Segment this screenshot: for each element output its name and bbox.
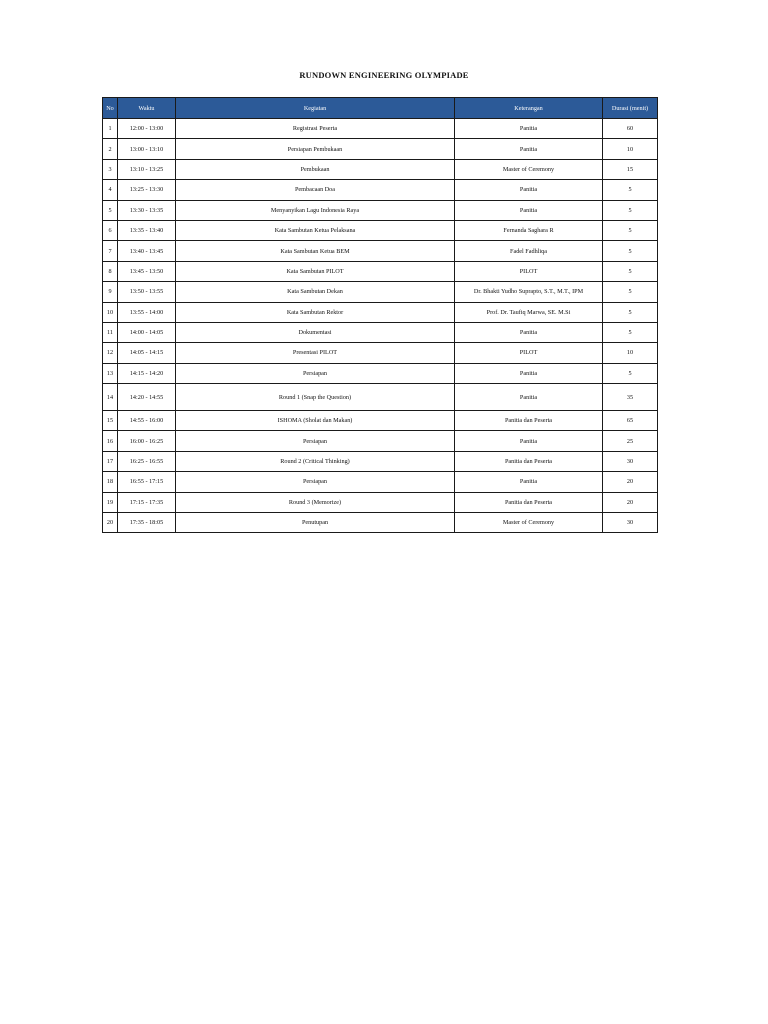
cell-durasi: 5 (603, 302, 658, 322)
cell-keterangan: Panitia (455, 384, 603, 411)
cell-kegiatan: Penutupan (176, 513, 455, 533)
cell-durasi: 5 (603, 322, 658, 342)
cell-kegiatan: Kata Sambutan Ketua BEM (176, 241, 455, 261)
cell-durasi: 5 (603, 180, 658, 200)
cell-kegiatan: Kata Sambutan Rektor (176, 302, 455, 322)
table-row (103, 363, 658, 383)
cell-waktu: 17:15 - 17:35 (118, 492, 176, 512)
cell-keterangan: PILOT (455, 343, 603, 363)
cell-durasi: 30 (603, 513, 658, 533)
header-keterangan: Keterangan (455, 98, 603, 119)
table-row (103, 200, 658, 220)
cell-waktu: 14:55 - 16:00 (118, 411, 176, 431)
cell-durasi: 35 (603, 384, 658, 411)
cell-keterangan: Panitia (455, 139, 603, 159)
cell-waktu: 14:05 - 14:15 (118, 343, 176, 363)
cell-waktu: 13:40 - 13:45 (118, 241, 176, 261)
table-row (103, 384, 658, 411)
cell-durasi: 5 (603, 241, 658, 261)
cell-keterangan: Panitia (455, 200, 603, 220)
cell-kegiatan: Pembukaan (176, 159, 455, 179)
table-header-row (103, 98, 658, 119)
cell-no: 14 (103, 384, 118, 411)
cell-kegiatan: Registrasi Peserta (176, 119, 455, 139)
header-kegiatan: Kegiatan (176, 98, 455, 119)
cell-keterangan: Panitia dan Peserta (455, 451, 603, 471)
cell-keterangan: Master of Ceremony (455, 159, 603, 179)
table-row (103, 220, 658, 240)
table-row (103, 492, 658, 512)
cell-waktu: 13:00 - 13:10 (118, 139, 176, 159)
table-row (103, 139, 658, 159)
table-row (103, 411, 658, 431)
cell-kegiatan: Kata Sambutan Ketua Pelaksana (176, 220, 455, 240)
cell-kegiatan: Persiapan Pembukaan (176, 139, 455, 159)
table-row (103, 513, 658, 533)
cell-no: 4 (103, 180, 118, 200)
cell-durasi: 5 (603, 200, 658, 220)
cell-keterangan: Panitia (455, 180, 603, 200)
cell-keterangan: Panitia (455, 363, 603, 383)
cell-no: 15 (103, 411, 118, 431)
cell-kegiatan: Dokumentasi (176, 322, 455, 342)
cell-durasi: 20 (603, 472, 658, 492)
cell-waktu: 16:25 - 16:55 (118, 451, 176, 471)
cell-no: 1 (103, 119, 118, 139)
cell-keterangan: Panitia dan Peserta (455, 492, 603, 512)
cell-keterangan: PILOT (455, 261, 603, 281)
table-row (103, 241, 658, 261)
cell-kegiatan: Presentasi PILOT (176, 343, 455, 363)
cell-kegiatan: Round 3 (Memorize) (176, 492, 455, 512)
cell-no: 18 (103, 472, 118, 492)
rundown-table (102, 97, 658, 533)
cell-durasi: 5 (603, 363, 658, 383)
cell-no: 16 (103, 431, 118, 451)
cell-kegiatan: Round 2 (Critical Thinking) (176, 451, 455, 471)
cell-keterangan: Fadel Fadhliqa (455, 241, 603, 261)
table-row (103, 282, 658, 302)
cell-no: 6 (103, 220, 118, 240)
cell-no: 7 (103, 241, 118, 261)
cell-keterangan: Dr. Bhakti Yudho Suprapto, S.T., M.T., IPM (455, 282, 603, 302)
cell-kegiatan: Pembacaan Doa (176, 180, 455, 200)
cell-kegiatan: Persiapan (176, 472, 455, 492)
table-row (103, 343, 658, 363)
cell-waktu: 13:35 - 13:40 (118, 220, 176, 240)
cell-durasi: 15 (603, 159, 658, 179)
table-row (103, 472, 658, 492)
cell-no: 9 (103, 282, 118, 302)
cell-waktu: 17:35 - 18:05 (118, 513, 176, 533)
cell-kegiatan: Round 1 (Snap the Question) (176, 384, 455, 411)
cell-durasi: 20 (603, 492, 658, 512)
cell-no: 8 (103, 261, 118, 281)
cell-durasi: 25 (603, 431, 658, 451)
cell-waktu: 13:30 - 13:35 (118, 200, 176, 220)
table-body (103, 119, 658, 533)
cell-no: 13 (103, 363, 118, 383)
cell-no: 2 (103, 139, 118, 159)
cell-durasi: 10 (603, 343, 658, 363)
cell-durasi: 5 (603, 220, 658, 240)
table-row (103, 322, 658, 342)
cell-keterangan: Prof. Dr. Taufiq Marwa, SE. M.Si (455, 302, 603, 322)
cell-kegiatan: Kata Sambutan Dekan (176, 282, 455, 302)
header-no: No (103, 98, 118, 119)
cell-no: 3 (103, 159, 118, 179)
cell-no: 11 (103, 322, 118, 342)
cell-no: 5 (103, 200, 118, 220)
table-row (103, 159, 658, 179)
cell-no: 10 (103, 302, 118, 322)
page-title: RUNDOWN ENGINEERING OLYMPIADE (299, 70, 469, 80)
table-row (103, 302, 658, 322)
cell-keterangan: Panitia (455, 119, 603, 139)
cell-kegiatan: Kata Sambutan PILOT (176, 261, 455, 281)
cell-no: 20 (103, 513, 118, 533)
table-row (103, 119, 658, 139)
cell-waktu: 13:25 - 13:30 (118, 180, 176, 200)
cell-kegiatan: ISHOMA (Sholat dan Makan) (176, 411, 455, 431)
table-row (103, 261, 658, 281)
header-durasi: Durasi (menit) (603, 98, 658, 119)
table-row (103, 451, 658, 471)
cell-waktu: 16:55 - 17:15 (118, 472, 176, 492)
cell-durasi: 5 (603, 282, 658, 302)
cell-waktu: 14:20 - 14:55 (118, 384, 176, 411)
cell-no: 17 (103, 451, 118, 471)
cell-durasi: 5 (603, 261, 658, 281)
cell-kegiatan: Persiapan (176, 431, 455, 451)
cell-keterangan: Panitia (455, 322, 603, 342)
table-row (103, 180, 658, 200)
cell-durasi: 10 (603, 139, 658, 159)
cell-no: 19 (103, 492, 118, 512)
table-row (103, 431, 658, 451)
cell-waktu: 13:45 - 13:50 (118, 261, 176, 281)
cell-durasi: 30 (603, 451, 658, 471)
cell-keterangan: Panitia dan Peserta (455, 411, 603, 431)
cell-waktu: 13:50 - 13:55 (118, 282, 176, 302)
cell-waktu: 12:00 - 13:00 (118, 119, 176, 139)
cell-no: 12 (103, 343, 118, 363)
cell-keterangan: Panitia (455, 431, 603, 451)
cell-waktu: 16:00 - 16:25 (118, 431, 176, 451)
cell-kegiatan: Persiapan (176, 363, 455, 383)
cell-waktu: 14:15 - 14:20 (118, 363, 176, 383)
cell-kegiatan: Menyanyikan Lagu Indonesia Raya (176, 200, 455, 220)
cell-waktu: 13:55 - 14:00 (118, 302, 176, 322)
header-waktu: Waktu (118, 98, 176, 119)
cell-keterangan: Panitia (455, 472, 603, 492)
cell-waktu: 14:00 - 14:05 (118, 322, 176, 342)
cell-keterangan: Fernanda Saghara R (455, 220, 603, 240)
cell-keterangan: Master of Ceremony (455, 513, 603, 533)
cell-durasi: 65 (603, 411, 658, 431)
cell-durasi: 60 (603, 119, 658, 139)
cell-waktu: 13:10 - 13:25 (118, 159, 176, 179)
